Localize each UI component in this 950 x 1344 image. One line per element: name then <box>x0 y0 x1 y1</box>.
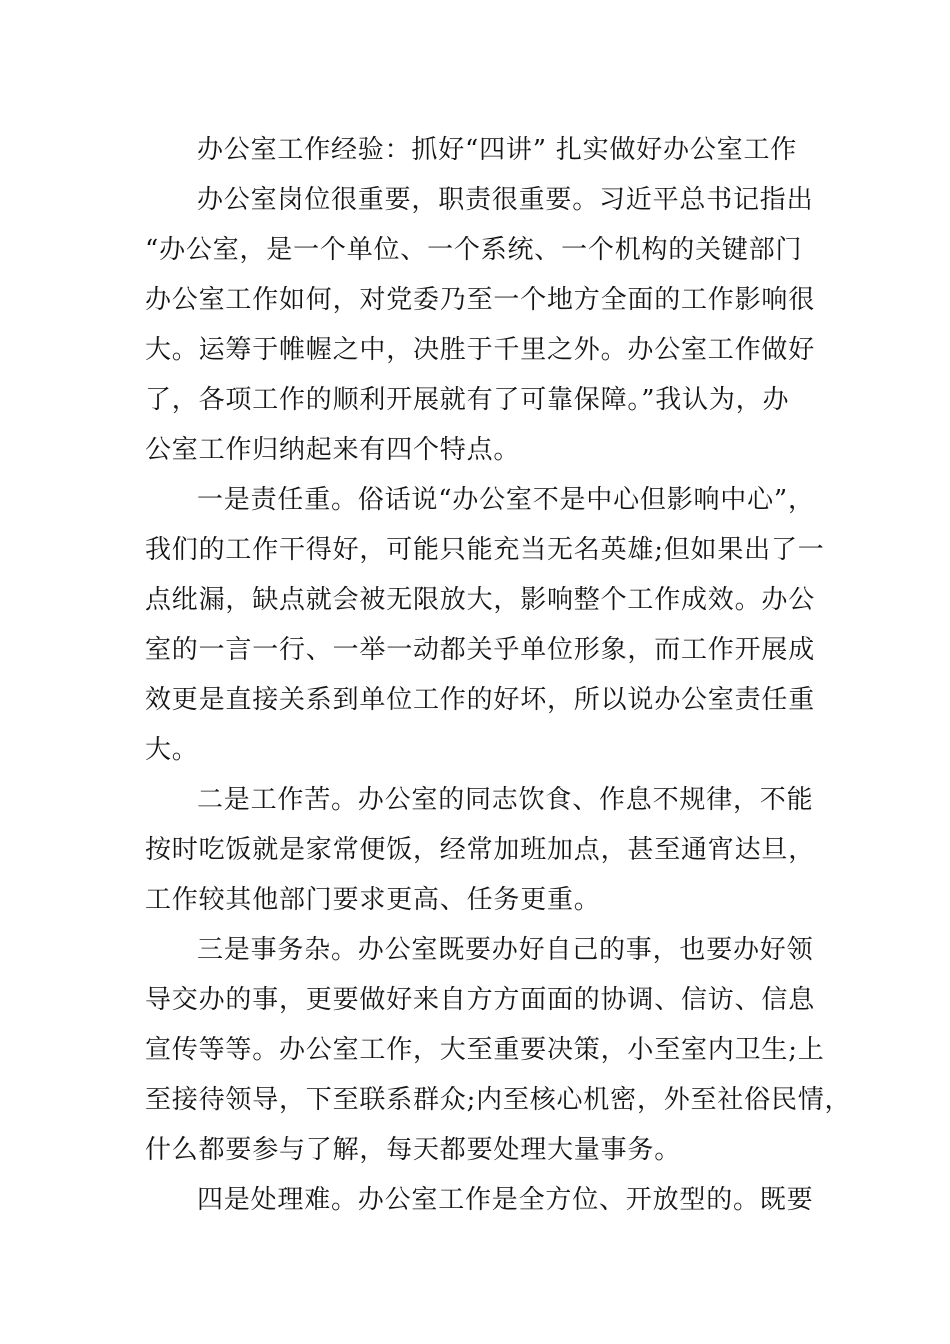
paragraph-line: 导交办的事，更要做好来自方方面面的协调、信访、信息 <box>145 985 816 1015</box>
paragraph-line: 点纰漏，缺点就会被无限放大，影响整个工作成效。办公 <box>145 585 816 615</box>
paragraph-line: 什么都要参与了解，每天都要处理大量事务。 <box>145 1135 682 1165</box>
paragraph-line: 办公室岗位很重要，职责很重要。习近平总书记指出 <box>197 185 814 215</box>
paragraph-line: 四是处理难。办公室工作是全方位、开放型的。既要 <box>197 1185 814 1215</box>
paragraph-line: 效更是直接关系到单位工作的好坏，所以说办公室责任重 <box>145 685 816 715</box>
paragraph-line: 一是责任重。俗话说“办公室不是中心但影响中心”， <box>197 485 815 515</box>
paragraph-line: 三是事务杂。办公室既要办好自己的事，也要办好领 <box>197 935 814 965</box>
paragraph-line: 至接待领导，下至联系群众;内至核心机密，外至社俗民情， <box>145 1085 852 1115</box>
paragraph-line: 室的一言一行、一举一动都关乎单位形象，而工作开展成 <box>145 635 816 665</box>
paragraph-line: 大。运筹于帷幄之中，决胜于千里之外。办公室工作做好 <box>145 335 816 365</box>
paragraph-line: “办公室，是一个单位、一个系统、一个机构的关键部门 <box>145 235 803 265</box>
paragraph-line: 办公室工作如何，对党委乃至一个地方全面的工作影响很 <box>145 285 816 315</box>
paragraph-line: 二是工作苦。办公室的同志饮食、作息不规律，不能 <box>197 785 814 815</box>
paragraph-line: 宣传等等。办公室工作，大至重要决策，小至室内卫生;上 <box>145 1035 825 1065</box>
paragraph-line: 按时吃饭就是家常便饭，经常加班加点，甚至通宵达旦， <box>145 835 816 865</box>
paragraph-line: 大。 <box>145 735 199 765</box>
paragraph-line: 工作较其他部门要求更高、任务更重。 <box>145 885 601 915</box>
paragraph-line: 我们的工作干得好，可能只能充当无名英雄;但如果出了一 <box>145 535 825 565</box>
paragraph-line: 公室工作归纳起来有四个特点。 <box>145 435 521 465</box>
document-title: 办公室工作经验：抓好“四讲” 扎实做好办公室工作 <box>197 135 798 165</box>
paragraph-line: 了，各项工作的顺利开展就有了可靠保障。”我认为，办 <box>145 385 790 415</box>
